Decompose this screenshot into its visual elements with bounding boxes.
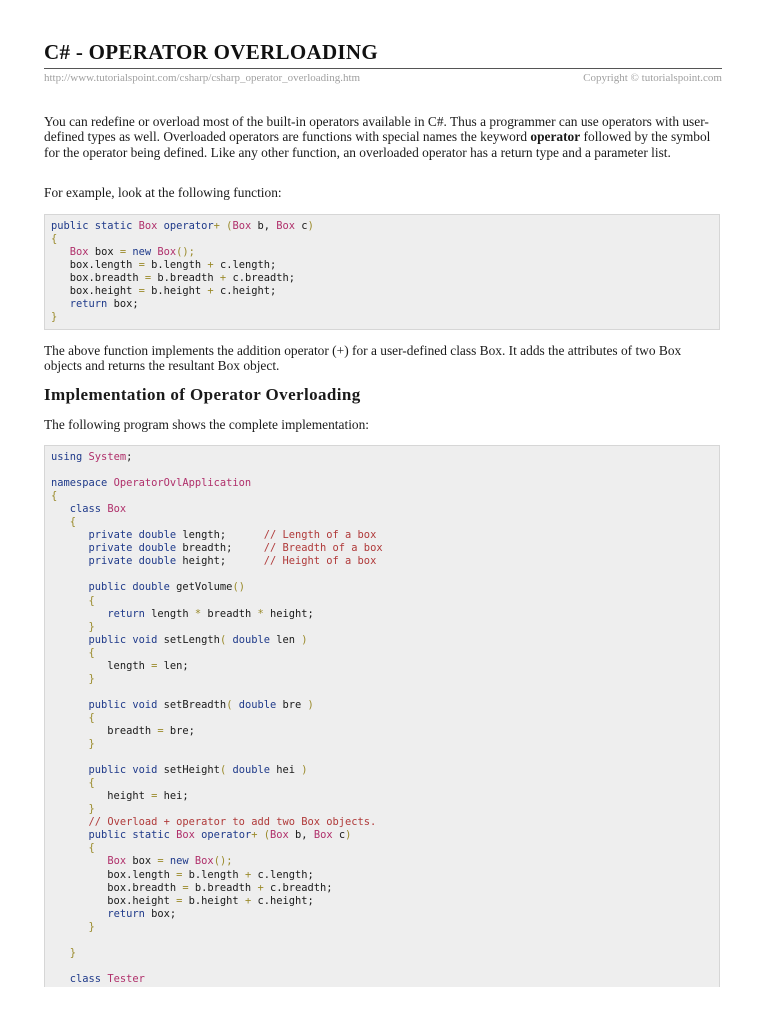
code-line: } [69,946,77,959]
intro-text-a: You can redefine or overload most of the built-in operators available in C#. Thus a programmer can use operators with user-defined types as well. Overloaded operators are functions with special names the keyword [44,114,709,145]
code-line: } [88,620,95,633]
code-line: } [88,803,95,816]
code-line: height = hei; [51,790,189,803]
code-line: box.length = b.length + c.length; [51,259,277,272]
code-line: // Overload + operator to add two Box objects. [88,816,377,829]
copyright-notice: Copyright © tutorialspoint.com [583,72,722,84]
page-title: C# - OPERATOR OVERLOADING [44,40,378,64]
code-line: breadth = bre; [51,724,195,737]
code-line: { [51,233,58,246]
code-example-text [45,215,719,324]
code-line: public static Box operator+ (Box b, Box c) [51,220,314,232]
code-line: box.height = b.height + c.height; [51,894,314,907]
section-heading: Implementation of Operator Overloading [44,385,361,404]
code-line: { [51,490,58,503]
code-line: length = len; [51,659,189,672]
code-line: public void setBreadth( double bre ) [88,698,314,711]
code-program-text [45,446,719,986]
section-intro: The following program shows the complete implementation: [44,417,370,432]
code-line: namespace OperatorOvlApplication [51,477,252,490]
code-line: return box; [107,907,177,920]
code-line: class Box [69,503,127,516]
code-line: } [88,738,95,751]
intro-text-b: followed by the symbol for the operator being defined. Like any other function, an overloaded operator has a return type and a parameter list. [44,129,711,160]
code-line: private double length; // Length of a box [88,529,377,542]
code-line: { [88,777,95,790]
code-line: Box box = new Box(); [69,246,195,259]
code-line: } [88,672,95,685]
code-line: private double height; // Height of a box [88,555,377,568]
example-intro: For example, look at the following function: [44,185,282,200]
source-url: http://www.tutorialspoint.com/csharp/csharp_operator_overloading.htm [44,72,361,84]
code-line: box.height = b.height + c.height; [51,285,277,298]
code-line: public void setHeight( double hei ) [88,764,308,777]
code-line: { [88,711,95,724]
intro-paragraph [44,114,722,160]
code-line: public double getVolume() [88,581,245,594]
header-rule [44,68,722,69]
code-line: public void setLength( double len ) [88,633,308,646]
code-line: box.breadth = b.breadth + c.breadth; [51,272,295,285]
code-line: using System; [51,451,139,463]
code-line: { [88,842,95,855]
explanation-paragraph: The above function implements the addition operator (+) for a user-defined class Box. It adds the attributes of two Box objects and returns the resultant Box object. [44,343,682,374]
code-line: class Tester [69,972,145,985]
intro-keyword: operator [530,129,581,145]
code-line: { [69,516,77,529]
code-line: { [88,646,95,659]
code-line: return box; [69,298,139,311]
code-line: Box box = new Box(); [107,855,233,868]
code-line: box.breadth = b.breadth + c.breadth; [51,881,333,894]
code-block-example [44,214,720,330]
code-line: return length * breadth * height; [107,607,314,620]
code-line: { [88,594,95,607]
code-line: } [88,920,95,933]
code-line: public static Box operator+ (Box b, Box c) [88,829,352,842]
code-line: private double breadth; // Breadth of a box [88,542,383,555]
code-line: } [51,311,58,324]
code-block-program [44,445,720,987]
code-line: box.length = b.length + c.length; [51,868,314,881]
